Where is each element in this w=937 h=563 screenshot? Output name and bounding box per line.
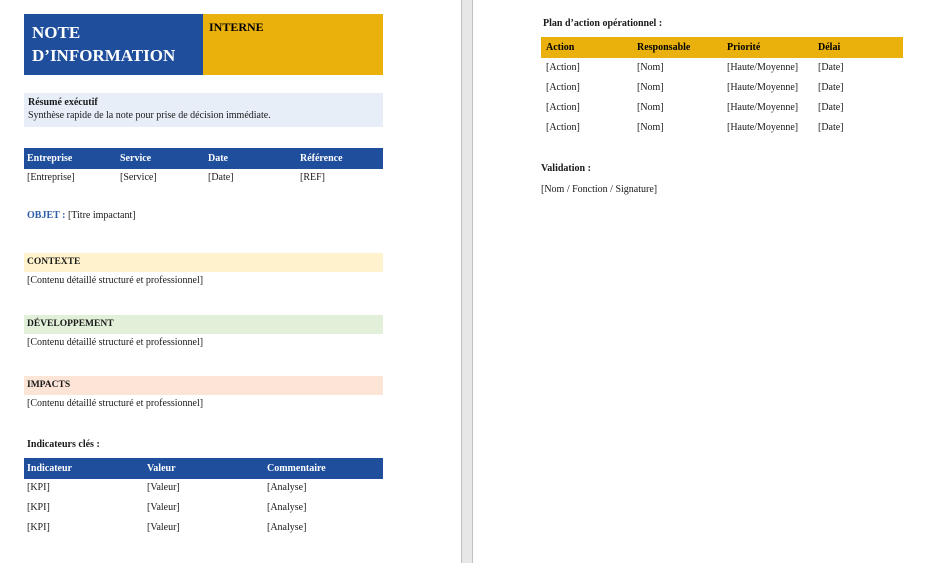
plan-cell: [Haute/Moyenne] <box>727 82 799 93</box>
note-title-line2: D’INFORMATION <box>32 46 176 65</box>
plan-action-heading: Plan d’action opérationnel : <box>543 18 663 29</box>
objet-label: OBJET : <box>27 210 66 221</box>
interne-badge-label: INTERNE <box>209 20 264 34</box>
objet-value: [Titre impactant] <box>67 210 136 221</box>
section-bar-impacts <box>24 376 383 395</box>
interne-badge <box>203 14 383 75</box>
plan-cell: [Haute/Moyenne] <box>727 62 799 73</box>
kpi-heading: Indicateurs clés : <box>27 439 100 450</box>
info-table-header-row <box>24 148 383 169</box>
objet-line <box>27 210 136 221</box>
plan-cell: [Date] <box>818 122 844 133</box>
plan-cell: [Haute/Moyenne] <box>727 102 799 113</box>
info-header-entreprise: Entreprise <box>24 148 117 169</box>
table-row <box>541 98 903 118</box>
kpi-table <box>24 458 383 539</box>
kpi-table-header-row <box>24 458 383 479</box>
plan-header-action: Action <box>541 37 632 58</box>
kpi-header-commentaire: Commentaire <box>264 458 383 479</box>
section-body-impacts: [Contenu détaillé structuré et professionnel] <box>27 398 204 409</box>
plan-cell: [Date] <box>818 102 844 113</box>
plan-cell: [Nom] <box>637 122 664 133</box>
info-cell-service: [Service] <box>120 172 157 183</box>
info-header-reference: Référence <box>297 148 383 169</box>
resume-executif-title: Résumé exécutif <box>28 97 98 108</box>
kpi-cell: [Valeur] <box>147 502 180 513</box>
table-row <box>541 118 903 138</box>
plan-cell: [Action] <box>546 122 580 133</box>
kpi-cell: [Analyse] <box>267 482 307 493</box>
plan-cell: [Nom] <box>637 82 664 93</box>
section-bar-developpement <box>24 315 383 334</box>
section-bar-contexte <box>24 253 383 272</box>
table-row <box>24 479 383 499</box>
document-page-right[interactable] <box>473 0 937 563</box>
plan-cell: [Action] <box>546 102 580 113</box>
table-row <box>24 499 383 519</box>
kpi-cell: [KPI] <box>27 522 50 533</box>
validation-signature-line: [Nom / Fonction / Signature] <box>541 184 658 195</box>
section-title-contexte: CONTEXTE <box>27 257 81 267</box>
plan-cell: [Nom] <box>637 62 664 73</box>
note-title-line1: NOTE <box>32 23 81 42</box>
kpi-header-valeur: Valeur <box>144 458 264 479</box>
info-cell-date: [Date] <box>208 172 234 183</box>
kpi-header-indicateur: Indicateur <box>24 458 144 479</box>
kpi-cell: [Valeur] <box>147 482 180 493</box>
info-header-date: Date <box>205 148 297 169</box>
plan-table-header-row <box>541 37 903 58</box>
section-title-developpement: DÉVELOPPEMENT <box>27 319 114 329</box>
info-cell-ref: [REF] <box>300 172 325 183</box>
kpi-cell: [KPI] <box>27 502 50 513</box>
plan-cell: [Nom] <box>637 102 664 113</box>
document-page-left[interactable] <box>0 0 461 563</box>
validation-heading: Validation : <box>541 163 591 174</box>
resume-executif-body: Synthèse rapide de la note pour prise de décision immédiate. <box>28 110 271 121</box>
kpi-cell: [Analyse] <box>267 502 307 513</box>
plan-cell: [Action] <box>546 62 580 73</box>
note-title-block <box>24 14 203 75</box>
section-body-developpement: [Contenu détaillé structuré et professionnel] <box>27 337 204 348</box>
plan-header-delai: Délai <box>813 37 903 58</box>
kpi-cell: [KPI] <box>27 482 50 493</box>
plan-header-priorite: Priorité <box>722 37 813 58</box>
table-row <box>24 169 383 186</box>
section-body-contexte: [Contenu détaillé structuré et professionnel] <box>27 275 204 286</box>
plan-table <box>541 37 903 138</box>
table-row <box>24 519 383 539</box>
kpi-cell: [Analyse] <box>267 522 307 533</box>
title-banner <box>24 14 383 75</box>
page-gap-divider <box>461 0 473 563</box>
info-header-service: Service <box>117 148 205 169</box>
plan-cell: [Date] <box>818 62 844 73</box>
resume-executif-box <box>24 93 383 127</box>
plan-cell: [Date] <box>818 82 844 93</box>
info-cell-entreprise: [Entreprise] <box>27 172 75 183</box>
plan-header-responsable: Responsable <box>632 37 722 58</box>
table-row <box>541 78 903 98</box>
kpi-cell: [Valeur] <box>147 522 180 533</box>
plan-cell: [Action] <box>546 82 580 93</box>
plan-cell: [Haute/Moyenne] <box>727 122 799 133</box>
section-title-impacts: IMPACTS <box>27 380 71 390</box>
info-table <box>24 148 383 186</box>
table-row <box>541 58 903 78</box>
